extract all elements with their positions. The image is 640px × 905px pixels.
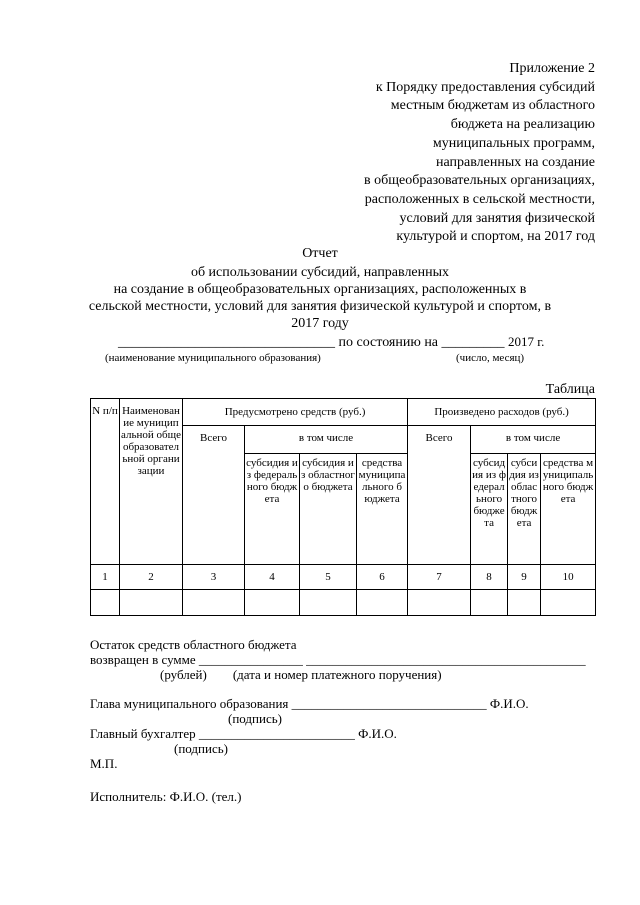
table-cell[interactable] <box>245 590 300 616</box>
col-header-municipal-planned: средства муниципального бюджета <box>357 454 408 565</box>
appendix-line: муниципальных программ, <box>432 135 595 151</box>
col-header-federal-planned: субсидия из федерального бюджета <box>245 454 300 565</box>
group-header-planned: Предусмотрено средств (руб.) <box>183 399 408 426</box>
accountant-signature-caption: (подпись) <box>174 741 228 756</box>
table-cell[interactable] <box>508 590 541 616</box>
appendix-line: к Порядку предоставления субсидий <box>375 79 595 95</box>
col-header-regional-planned: субсидия из областного бюджета <box>300 454 357 565</box>
balance-captions: (рублей) (дата и номер платежного поручения) <box>160 667 442 682</box>
appendix-line: в общеобразовательных организациях, <box>364 173 595 189</box>
appendix-line: условий для занятия физической <box>399 210 595 226</box>
appendix-line: Приложение 2 <box>509 61 595 76</box>
executor-line: Исполнитель: Ф.И.О. (тел.) <box>90 789 242 804</box>
col-number: 1 <box>91 565 120 590</box>
state-line <box>118 334 544 351</box>
date-blank: _________ <box>441 335 505 350</box>
col-header-name: Наименование муниципальной общеобразовательной организации <box>120 399 183 565</box>
state-label: по состоянию на <box>338 335 439 350</box>
head-signature-caption: (подпись) <box>228 711 282 726</box>
appendix-line: расположенных в сельской местности, <box>364 191 595 207</box>
report-table <box>90 398 596 616</box>
balance-line-2: возвращен в сумме ________________ ___________________________________________ <box>90 652 586 667</box>
report-subtitle-line: 2017 году <box>291 316 349 331</box>
col-number: 10 <box>541 565 596 590</box>
table-cell[interactable] <box>91 590 120 616</box>
table-cell[interactable] <box>541 590 596 616</box>
col-number: 5 <box>300 565 357 590</box>
caption-date: (число, месяц) <box>456 352 525 364</box>
col-number: 7 <box>408 565 471 590</box>
caption-municipality: (наименование муниципального образования) <box>105 352 321 364</box>
report-subtitle-line: сельской местности, условий для занятия физической культурой и спортом, в <box>88 299 552 314</box>
including-header-spent: в том числе <box>471 426 596 454</box>
appendix-line: направленных на создание <box>436 154 595 170</box>
table-cell[interactable] <box>408 590 471 616</box>
col-number: 6 <box>357 565 408 590</box>
table-cell[interactable] <box>471 590 508 616</box>
head-signature-line: Глава муниципального образования ______________________________ Ф.И.О. <box>90 696 529 711</box>
stamp-place: М.П. <box>90 756 118 771</box>
table-row <box>91 590 596 616</box>
col-header-n: N п/п <box>91 399 120 565</box>
col-header-municipal-spent: средства муниципального бюджета <box>541 454 596 565</box>
col-number: 3 <box>183 565 245 590</box>
including-header-planned: в том числе <box>245 426 408 454</box>
col-number: 2 <box>120 565 183 590</box>
col-header-total-planned: Всего <box>183 426 245 565</box>
col-number: 4 <box>245 565 300 590</box>
table-cell[interactable] <box>120 590 183 616</box>
appendix-line: культурой и спортом, на 2017 год <box>396 229 595 245</box>
appendix-line: бюджета на реализацию <box>450 117 595 133</box>
municipality-blank: _______________________________ <box>118 335 335 350</box>
col-header-total-spent: Всего <box>408 426 471 565</box>
col-header-regional-spent: субсидия из областного бюджета <box>508 454 541 565</box>
table-cell[interactable] <box>183 590 245 616</box>
col-header-federal-spent: субсидия из федерального бюджета <box>471 454 508 565</box>
table-cell[interactable] <box>300 590 357 616</box>
col-number: 8 <box>471 565 508 590</box>
state-year: 2017 г. <box>508 334 545 349</box>
appendix-line: местным бюджетам из областного <box>390 98 595 114</box>
appendix-header <box>364 60 595 247</box>
report-subtitle-line: об использовании субсидий, направленных <box>190 265 450 280</box>
report-title: Отчет <box>302 246 338 261</box>
balance-line-1: Остаток средств областного бюджета <box>90 637 297 652</box>
accountant-signature-line: Главный бухгалтер ________________________ Ф.И.О. <box>90 726 397 741</box>
group-header-spent: Произведено расходов (руб.) <box>408 399 596 426</box>
report-subtitle-line: на создание в общеобразовательных организациях, расположенных в <box>113 282 527 297</box>
table-label: Таблица <box>545 382 595 397</box>
col-number: 9 <box>508 565 541 590</box>
table-cell[interactable] <box>357 590 408 616</box>
